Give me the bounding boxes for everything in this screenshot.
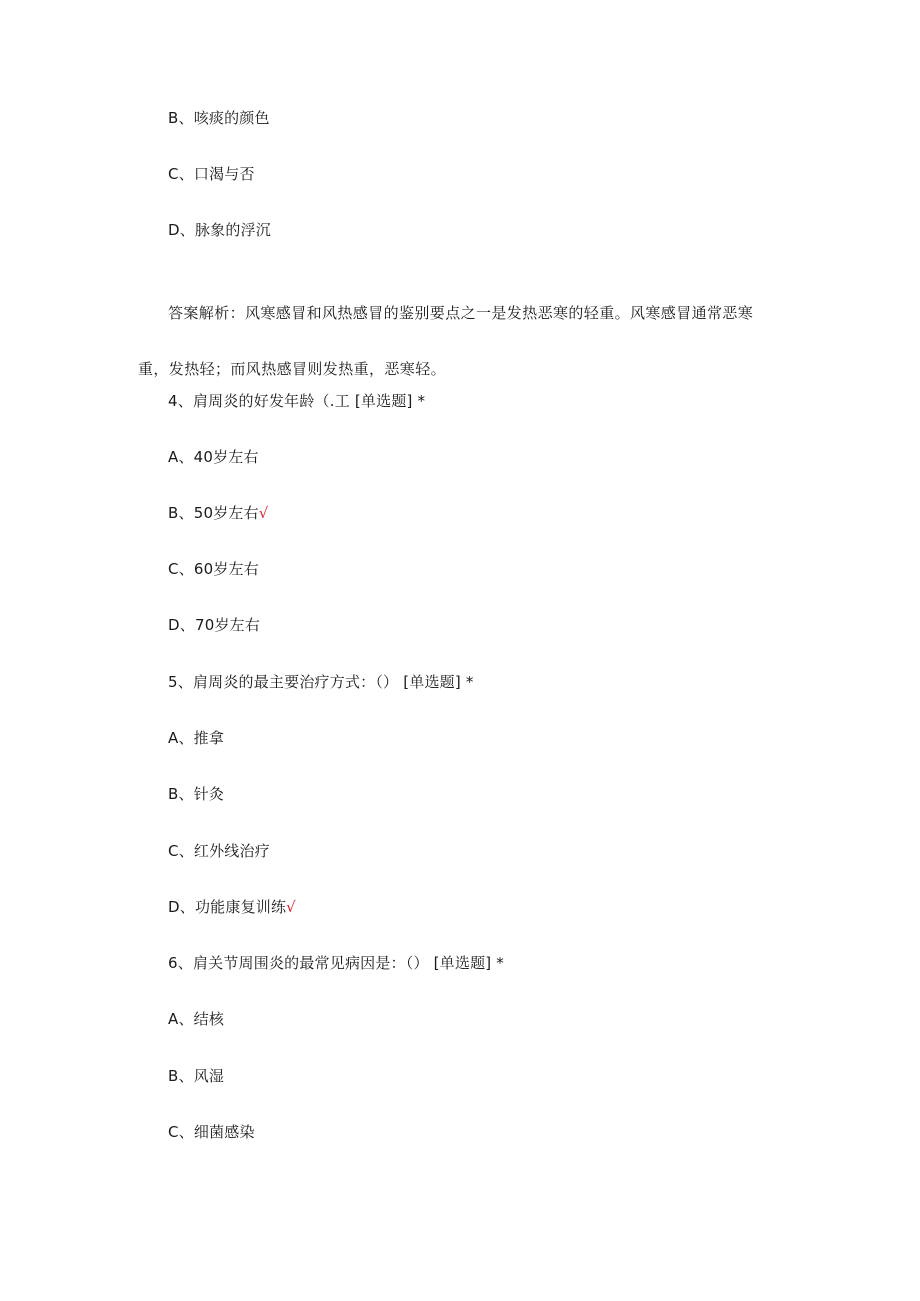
q4-option-a: A、40岁左右	[168, 448, 259, 466]
option-text: 咳痰的颜色	[193, 109, 270, 127]
q4-option-c: C、60岁左右	[168, 560, 259, 578]
option-text: 结核	[193, 1010, 225, 1028]
option-text: 功能康复训练	[194, 898, 287, 916]
option-letter: C	[168, 560, 179, 578]
q5-option-a: A、推拿	[168, 729, 225, 747]
option-text: 红外线治疗	[193, 842, 270, 860]
q3-option-b: B、咳痰的颜色	[168, 109, 270, 127]
option-text: 50岁左右	[193, 504, 259, 522]
option-text: 推拿	[193, 729, 225, 747]
q5-option-d: D、功能康复训练√	[168, 898, 296, 916]
option-text: 口渴与否	[193, 165, 255, 183]
option-letter: C	[168, 1123, 179, 1141]
q6-question: 6、肩关节周围炎的最常见病因是：（） [单选题] *	[168, 954, 504, 972]
q6-option-a: A、结核	[168, 1010, 225, 1028]
option-text: 针灸	[193, 785, 225, 803]
option-letter: C	[168, 165, 179, 183]
option-letter: D	[168, 616, 180, 634]
option-text: 40岁左右	[193, 448, 259, 466]
q3-option-c: C、口渴与否	[168, 165, 255, 183]
option-text: 风湿	[193, 1067, 225, 1085]
option-letter: A	[168, 448, 179, 466]
option-letter: D	[168, 221, 180, 239]
q5-option-c: C、红外线治疗	[168, 842, 270, 860]
option-text: 脉象的浮沉	[194, 221, 271, 239]
option-letter: B	[168, 504, 179, 522]
option-letter: B	[168, 785, 179, 803]
option-letter: A	[168, 729, 179, 747]
q6-option-b: B、风湿	[168, 1067, 225, 1085]
option-text: 细菌感染	[193, 1123, 255, 1141]
option-text: 70岁左右	[194, 616, 261, 634]
correct-mark: √	[258, 504, 269, 522]
q5-question: 5、肩周炎的最主要治疗方式：（） [单选题] *	[168, 673, 474, 691]
q6-option-c: C、细菌感染	[168, 1123, 255, 1141]
q4-question: 4、肩周炎的好发年龄（.工 [单选题] *	[168, 392, 426, 410]
option-letter: B	[168, 109, 179, 127]
q3-option-d: D、脉象的浮沉	[168, 221, 271, 239]
correct-mark: √	[286, 898, 296, 916]
q3-answer-explanation: 答案解析：风寒感冒和风热感冒的鉴别要点之一是发热恶寒的轻重。风寒感冒通常恶寒重，发热轻；而风热感冒则发热重，恶寒轻。	[138, 304, 754, 378]
option-letter: D	[168, 898, 180, 916]
q4-option-d: D、70岁左右	[168, 616, 261, 634]
option-letter: B	[168, 1067, 179, 1085]
q4-option-b: B、50岁左右√	[168, 504, 269, 522]
q5-option-b: B、针灸	[168, 785, 225, 803]
option-letter: C	[168, 842, 179, 860]
option-letter: A	[168, 1010, 179, 1028]
option-text: 60岁左右	[193, 560, 259, 578]
